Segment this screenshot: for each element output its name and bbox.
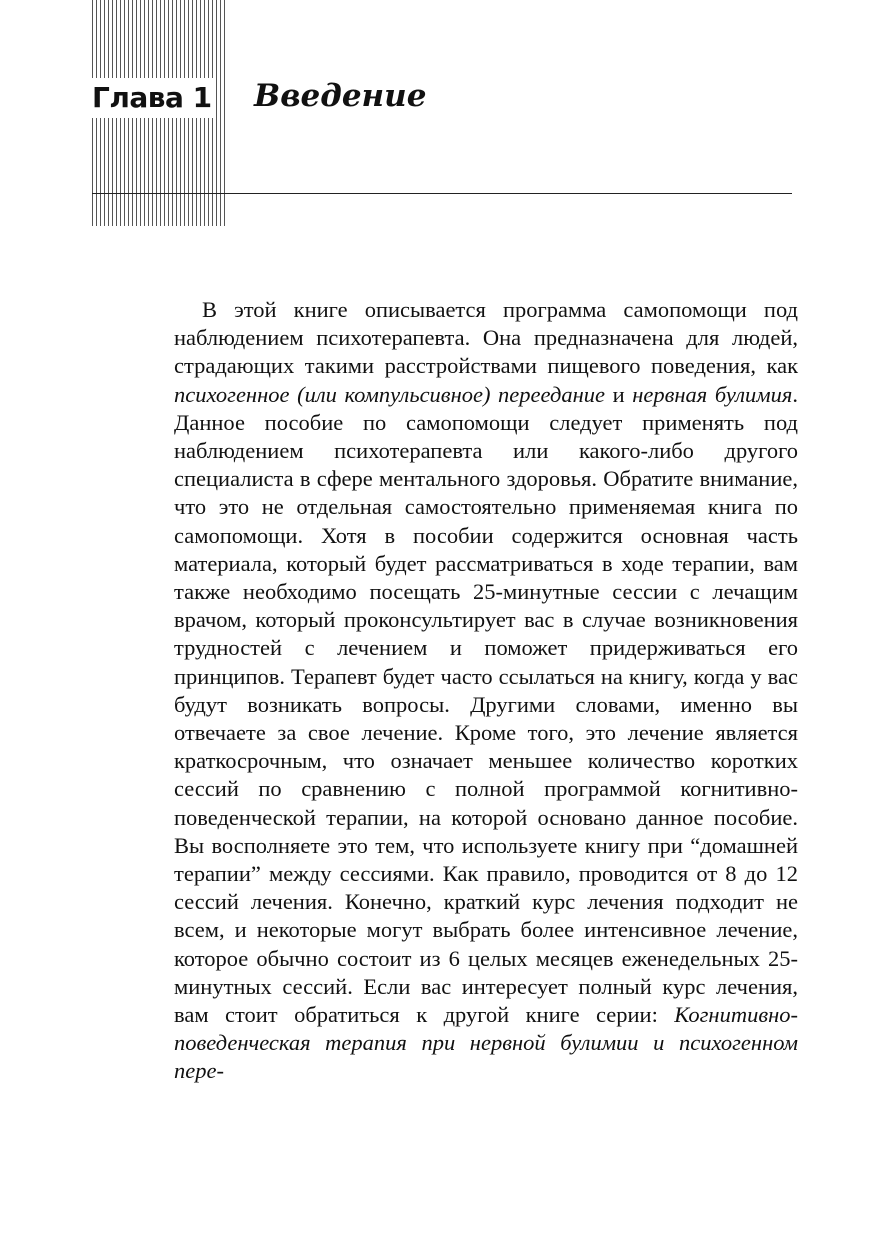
body-paragraph (174, 296, 798, 1086)
italic-term: психогенное (или компульсивное) переедание (174, 381, 605, 407)
text-run: . Данное пособие по самопомощи следует применять под наблюдением психотерапевта или какого-либо другого специалиста в сфере ментального здоровья. Обратите внимание, что это не отдельная самостоятельно применяемая книга по самопомощи. Хотя в пособии содержится основная часть материала, который будет рассматриваться в ходе терапии, вам также необходимо посещать 25-минутные сессии с лечащим врачом, который проконсультирует вас в случае возникновения трудностей с лечением и поможет придерживаться его принципов. Терапевт будет часто ссылаться на книгу, когда у вас будут возникать вопросы. Другими словами, именно вы отвечаете за свое лечение. Кроме того, это лечение является краткосрочным, что означает меньшее количество коротких сессий по сравнению с полной программой когнитивно-поведенческой терапии, на которой основано данное пособие. Вы восполняете это тем, что используете книгу при “домашней терапии” между сессиями. Как правило, проводится от 8 до 12 сессий лечения. Конечно, краткий курс лечения подходит не всем, и некоторые могут выбрать более интенсивное лечение, которое обычно состоит из 6 целых месяцев еженедельных 25-минутных сессий. Если вас интересует полный курс лечения, вам стоит обратиться к другой книге серии: (174, 381, 798, 1028)
text-run: В этой книге описывается программа самопомощи под наблюдением психотерапевта. Она предназначена для людей, страдающих такими расстройствами пищевого поведения, как (174, 297, 798, 379)
italic-term: нервная булимия (632, 381, 793, 407)
chapter-number: Глава 1 (92, 78, 214, 118)
text-run: и (604, 381, 633, 407)
chapter-divider (92, 193, 792, 194)
italic-book-title: Когнитивно-поведенческая терапия при нервной булимии и психогенном пере- (174, 1002, 798, 1084)
chapter-title: Введение (254, 78, 427, 114)
